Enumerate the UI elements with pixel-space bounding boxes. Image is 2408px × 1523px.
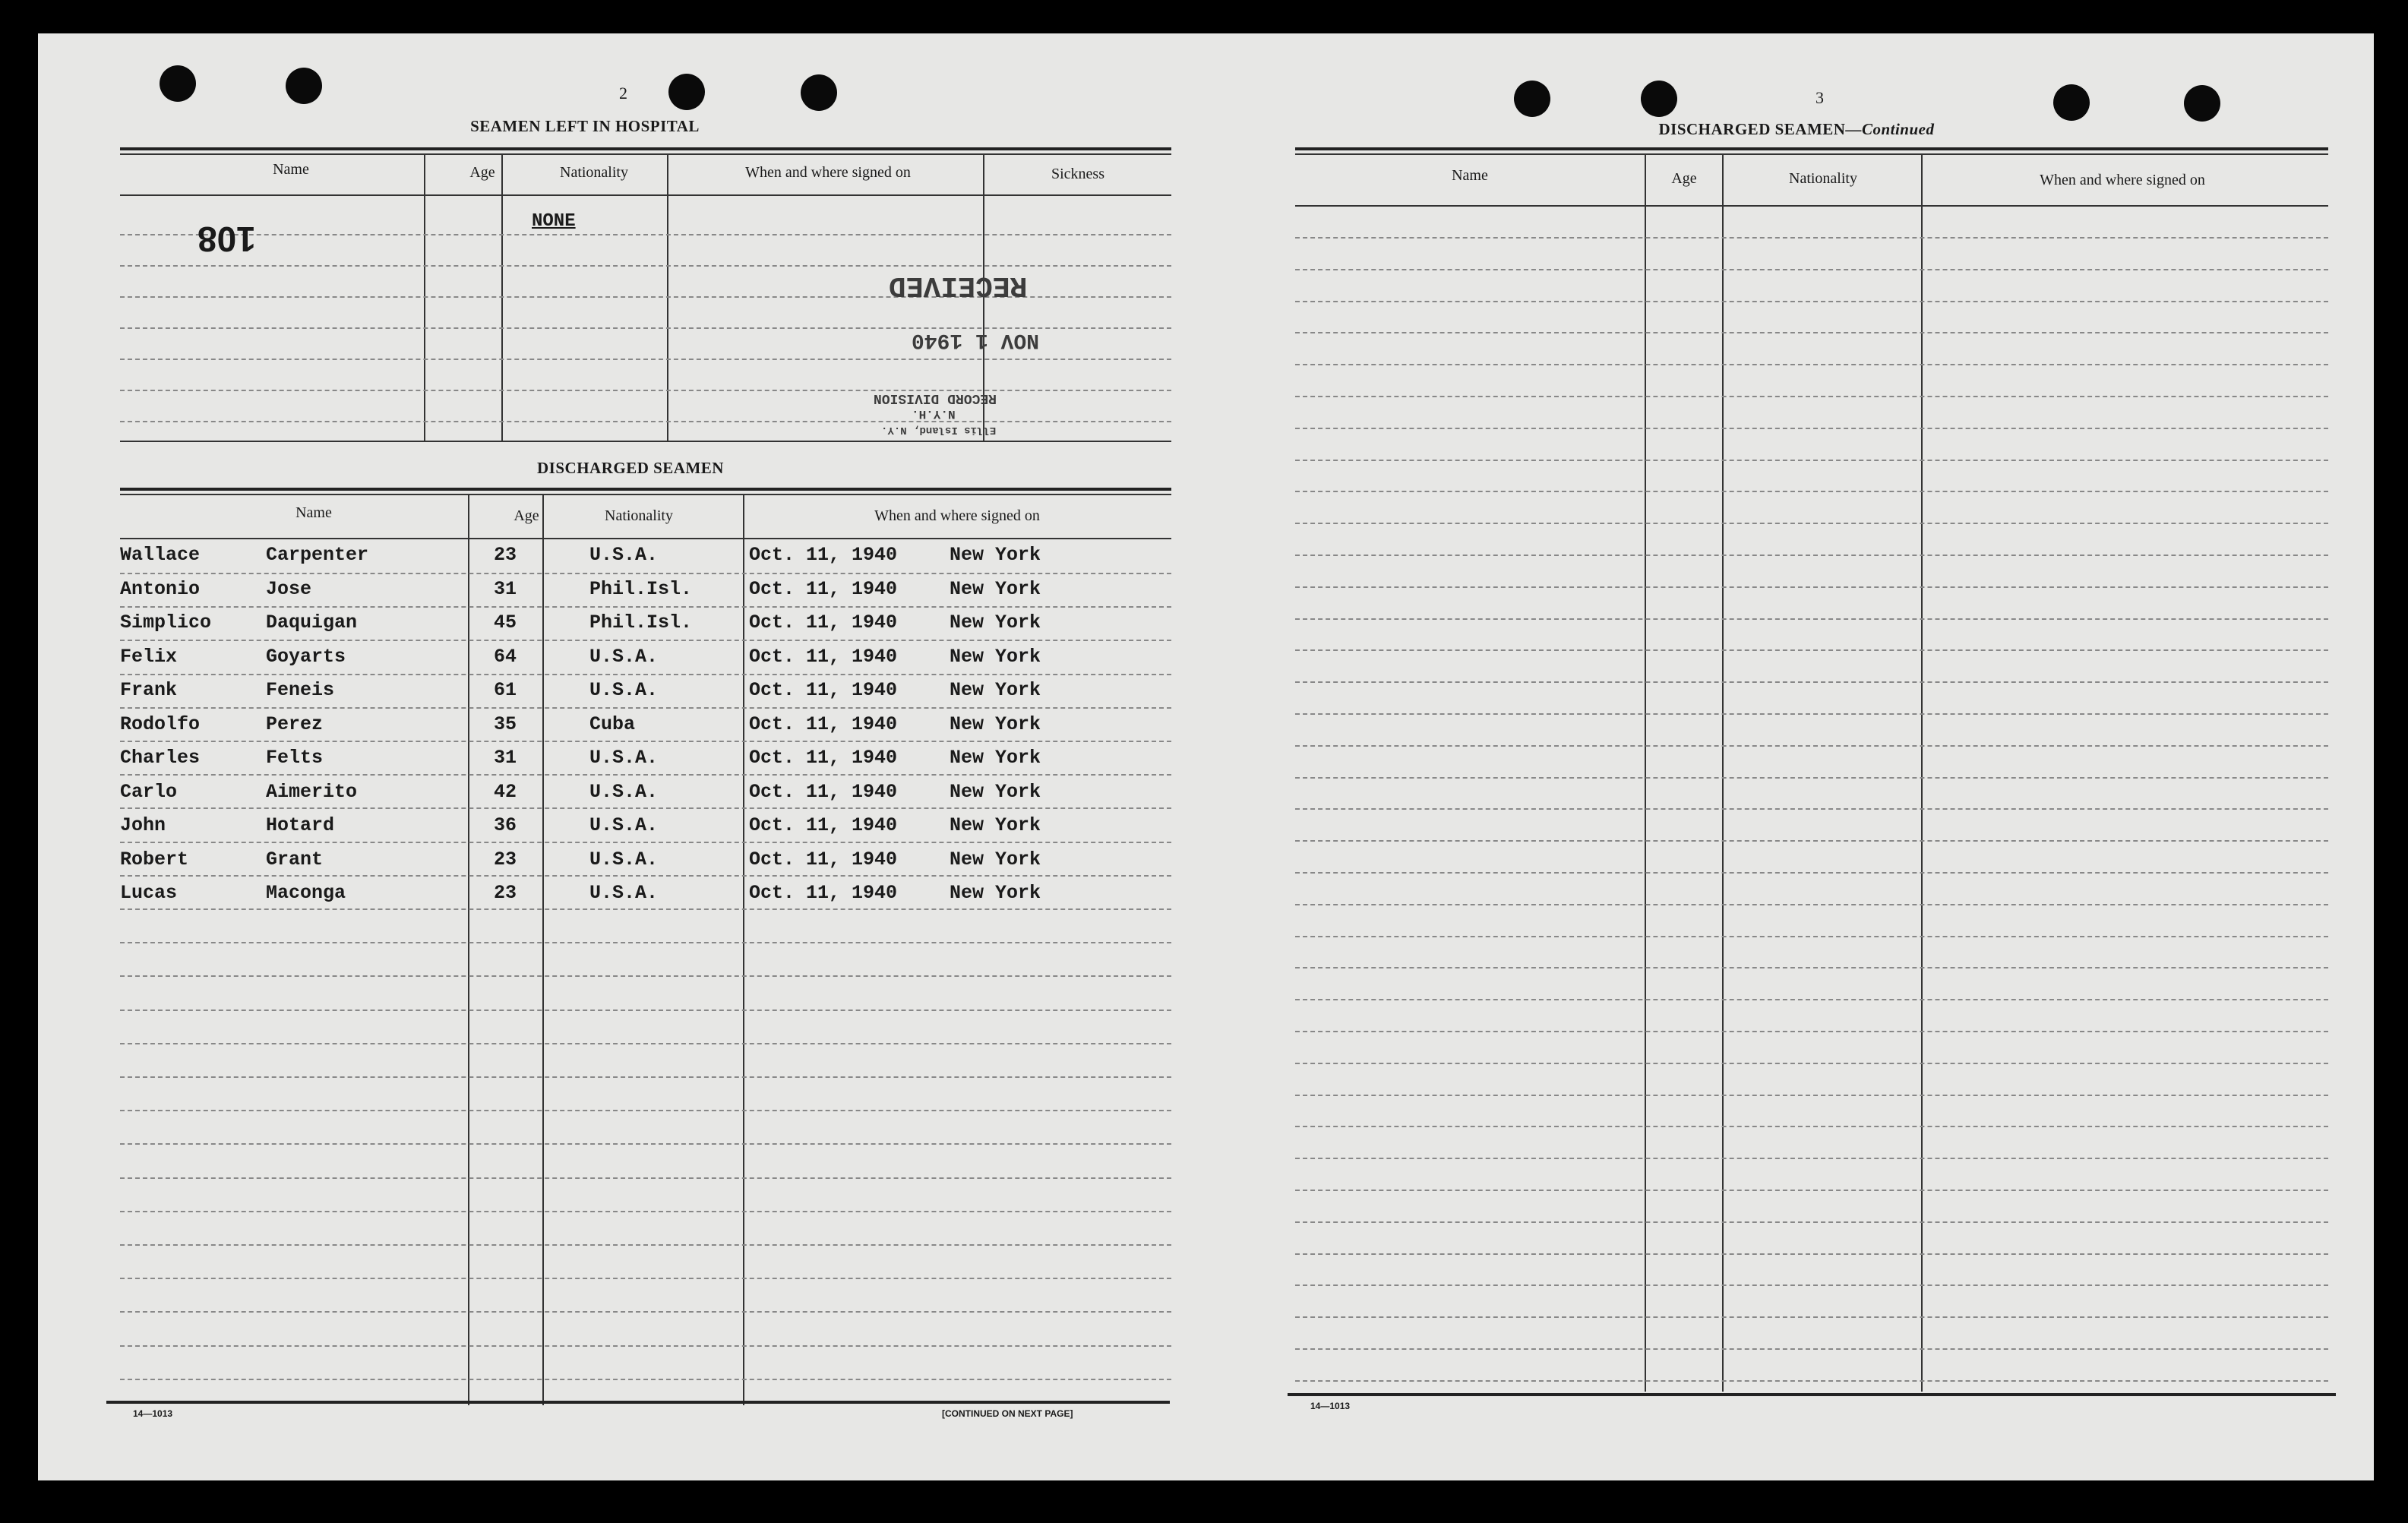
signed-on-place: New York: [950, 645, 1041, 668]
top-rule: [1295, 147, 2328, 150]
row-rule: [120, 1211, 1171, 1212]
signed-on-date: Oct. 11, 1940: [749, 679, 898, 701]
col-divider: [424, 153, 425, 442]
seaman-last-name: Aimerito: [266, 780, 358, 803]
row-rule: [1295, 840, 2328, 842]
punch-hole: [2184, 85, 2220, 122]
row-rule: [120, 674, 1171, 675]
row-rule: [120, 842, 1171, 843]
signed-on-date: Oct. 11, 1940: [749, 611, 898, 634]
row-rule: [120, 942, 1171, 943]
section-title: DISCHARGED SEAMEN: [1658, 120, 1846, 138]
row-rule: [1295, 1316, 2328, 1318]
seaman-nationality: Cuba: [589, 713, 636, 735]
seaman-first-name: Simplico: [120, 611, 212, 634]
handwritten-number: 108: [198, 220, 256, 259]
row-rule: [1295, 1253, 2328, 1255]
seaman-age: 42: [494, 780, 517, 803]
seaman-age: 64: [494, 645, 517, 668]
signed-on-date: Oct. 11, 1940: [749, 577, 898, 600]
col-signed-on-header: When and where signed on: [874, 507, 1040, 524]
row-rule: [1295, 1190, 2328, 1191]
signed-on-place: New York: [950, 577, 1041, 600]
col-divider: [501, 153, 503, 442]
signed-on-date: Oct. 11, 1940: [749, 780, 898, 803]
row-rule: [120, 640, 1171, 641]
row-rule: [120, 390, 1171, 391]
signed-on-date: Oct. 11, 1940: [749, 747, 898, 769]
row-rule: [120, 359, 1171, 360]
page-number: 2: [619, 84, 627, 103]
signed-on-date: Oct. 11, 1940: [749, 544, 898, 566]
seaman-age: 23: [494, 882, 517, 904]
row-rule: [120, 1043, 1171, 1044]
col-name-header: Name: [295, 504, 332, 521]
row-rule: [120, 265, 1171, 267]
seaman-first-name: Frank: [120, 679, 178, 701]
seaman-last-name: Jose: [266, 577, 312, 600]
col-divider: [667, 153, 668, 442]
seaman-first-name: Lucas: [120, 882, 178, 904]
seaman-nationality: U.S.A.: [589, 780, 659, 803]
row-rule: [1295, 999, 2328, 1000]
punch-hole: [801, 74, 837, 111]
row-rule: [1295, 808, 2328, 810]
col-nationality-header: Nationality: [605, 507, 673, 524]
seaman-age: 45: [494, 611, 517, 634]
row-rule: [1295, 1095, 2328, 1096]
row-rule: [120, 606, 1171, 608]
seaman-age: 23: [494, 848, 517, 871]
row-rule: [120, 741, 1171, 742]
hospital-entry: NONE: [532, 211, 576, 232]
top-rule: [1295, 153, 2328, 155]
row-rule: [1295, 301, 2328, 302]
seaman-last-name: Carpenter: [266, 544, 369, 566]
seaman-last-name: Maconga: [266, 882, 346, 904]
bottom-rule: [1288, 1393, 2336, 1396]
punch-hole: [286, 68, 322, 104]
row-rule: [1295, 967, 2328, 968]
col-divider: [743, 494, 744, 1405]
seaman-nationality: U.S.A.: [589, 814, 659, 836]
seaman-first-name: Carlo: [120, 780, 178, 803]
discharged-top-rule: [120, 494, 1171, 495]
row-rule: [1295, 1031, 2328, 1032]
row-rule: [120, 875, 1171, 877]
row-rule: [1295, 364, 2328, 365]
seaman-last-name: Goyarts: [266, 645, 346, 668]
seaman-age: 31: [494, 747, 517, 769]
form-number: 14—1013: [133, 1408, 173, 1419]
col-sickness-header: Sickness: [1051, 166, 1104, 182]
row-rule: [1295, 872, 2328, 874]
seaman-nationality: U.S.A.: [589, 679, 659, 701]
row-rule: [120, 975, 1171, 977]
row-rule: [120, 807, 1171, 809]
row-rule: [1295, 1380, 2328, 1382]
row-rule: [1295, 904, 2328, 905]
seaman-nationality: U.S.A.: [589, 848, 659, 871]
row-rule: [120, 1143, 1171, 1145]
row-rule: [120, 1345, 1171, 1347]
title-suffix: —Continued: [1845, 120, 1935, 138]
hospital-top-rule: [120, 153, 1171, 155]
hospital-section-title: SEAMEN LEFT IN HOSPITAL: [470, 117, 700, 135]
row-rule: [1295, 618, 2328, 620]
row-rule: [120, 774, 1171, 776]
seaman-nationality: Phil.Isl.: [589, 611, 693, 634]
left-page: 2 SEAMEN LEFT IN HOSPITAL Name Age Nationality When and where signed on Sickness NONE 108 RECEIVED NOV 1 1940 RECORD DIVISION N.Y.H. Ellis Island, N.Y. DISCHARGED SEAMEN Name Age Nationality When and where signed on Wallace Carpenter 23 U.S.A. Oct. 11, 1940 New York Antonio Jose 31 Phil.Isl. Oct. 11, 1940 New York Simplico Daquigan 45 Phil.Isl. Oct. 11, 1940 New York Felix Goyarts 64 U.S.A. Oct. 11, 1940 New York Frank Feneis 61 U.S.A. Oct. 11, 1940 New York Rodolfo Perez 35 Cuba Oct. 11, 1940 New York Charles Felts 31 U.S.A. Oct. 11, 1940 New York Carlo Aimerito 42 U.S.A. Oct. 11, 1940 New York John Hotard 36 U.S.A. Oct. 11, 1940 New York Robert Grant 23 U.S.A. Oct. 11, 1940 New York Lucas Maconga 23 U.S.A. Oct. 11, 1940 New York 14—1013 [CONTINUED ON NEXT PAGE]: [38, 33, 1204, 1480]
seaman-age: 61: [494, 679, 517, 701]
row-rule: [120, 707, 1171, 709]
seaman-last-name: Hotard: [266, 814, 335, 836]
col-nationality-header: Nationality: [560, 164, 628, 181]
col-divider: [468, 494, 469, 1405]
row-rule: [1295, 1158, 2328, 1159]
seaman-first-name: Robert: [120, 848, 189, 871]
seaman-first-name: Wallace: [120, 544, 201, 566]
signed-on-place: New York: [950, 848, 1041, 871]
col-divider: [542, 494, 544, 1405]
row-rule: [1295, 777, 2328, 779]
row-rule: [1295, 460, 2328, 461]
seaman-last-name: Grant: [266, 848, 324, 871]
col-signed-on-header: When and where signed on: [745, 164, 911, 181]
seaman-age: 36: [494, 814, 517, 836]
signed-on-place: New York: [950, 713, 1041, 735]
row-rule: [1295, 936, 2328, 937]
form-number: 14—1013: [1310, 1401, 1351, 1411]
row-rule: [120, 573, 1171, 574]
seaman-first-name: Felix: [120, 645, 178, 668]
seaman-first-name: Charles: [120, 747, 201, 769]
row-rule: [1295, 745, 2328, 747]
col-name-header: Name: [273, 161, 309, 178]
seaman-nationality: U.S.A.: [589, 645, 659, 668]
row-rule: [1295, 586, 2328, 588]
row-rule: [1295, 491, 2328, 492]
row-rule: [1295, 269, 2328, 270]
signed-on-date: Oct. 11, 1940: [749, 645, 898, 668]
discharged-section-title: DISCHARGED SEAMEN: [537, 459, 724, 477]
signed-on-place: New York: [950, 747, 1041, 769]
signed-on-place: New York: [950, 882, 1041, 904]
signed-on-place: New York: [950, 544, 1041, 566]
seaman-last-name: Perez: [266, 713, 324, 735]
row-rule: [1295, 237, 2328, 239]
seaman-age: 31: [494, 577, 517, 600]
row-rule: [1295, 649, 2328, 651]
seaman-nationality: U.S.A.: [589, 544, 659, 566]
row-rule: [1295, 1221, 2328, 1223]
signed-on-date: Oct. 11, 1940: [749, 713, 898, 735]
punch-hole: [160, 65, 196, 102]
col-age-header: Age: [514, 507, 539, 524]
row-rule: [1295, 681, 2328, 683]
row-rule: [120, 1244, 1171, 1246]
row-rule: [1295, 1284, 2328, 1286]
row-rule: [1295, 396, 2328, 397]
row-rule: [1295, 1063, 2328, 1064]
header-rule: [120, 538, 1171, 539]
seaman-first-name: Antonio: [120, 577, 201, 600]
page-number: 3: [1815, 88, 1824, 107]
row-rule: [120, 1278, 1171, 1279]
signed-on-place: New York: [950, 679, 1041, 701]
punch-hole: [2053, 84, 2090, 121]
signed-on-date: Oct. 11, 1940: [749, 814, 898, 836]
row-rule: [1295, 428, 2328, 429]
row-rule: [1295, 523, 2328, 524]
col-divider: [1921, 153, 1923, 1392]
signed-on-place: New York: [950, 611, 1041, 634]
punch-hole: [1514, 81, 1550, 117]
seaman-first-name: Rodolfo: [120, 713, 201, 735]
row-rule: [1295, 1348, 2328, 1350]
hospital-bottom-rule: [120, 441, 1171, 442]
row-rule: [120, 1010, 1171, 1011]
row-rule: [1295, 332, 2328, 333]
punch-hole: [668, 74, 705, 110]
seaman-last-name: Feneis: [266, 679, 335, 701]
header-rule: [120, 194, 1171, 196]
row-rule: [120, 1311, 1171, 1313]
discharged-top-rule: [120, 488, 1171, 491]
signed-on-place: New York: [950, 780, 1041, 803]
row-rule: [1295, 713, 2328, 715]
col-divider: [1722, 153, 1724, 1392]
seaman-nationality: U.S.A.: [589, 882, 659, 904]
bottom-rule: [106, 1401, 1170, 1404]
seaman-nationality: U.S.A.: [589, 747, 659, 769]
continued-note: [CONTINUED ON NEXT PAGE]: [942, 1408, 1073, 1419]
seaman-last-name: Felts: [266, 747, 324, 769]
row-rule: [120, 1110, 1171, 1111]
row-rule: [120, 1379, 1171, 1380]
row-rule: [1295, 1126, 2328, 1127]
row-rule: [120, 1076, 1171, 1078]
row-rule: [1295, 555, 2328, 556]
col-age-header: Age: [1671, 170, 1697, 187]
signed-on-date: Oct. 11, 1940: [749, 848, 898, 871]
row-rule: [120, 1177, 1171, 1179]
seaman-first-name: John: [120, 814, 166, 836]
col-nationality-header: Nationality: [1789, 170, 1857, 187]
row-rule: [120, 234, 1171, 235]
punch-hole: [1641, 81, 1677, 117]
row-rule: [120, 908, 1171, 910]
seaman-last-name: Daquigan: [266, 611, 358, 634]
col-divider: [1645, 153, 1646, 1392]
col-age-header: Age: [469, 164, 495, 181]
seaman-age: 23: [494, 544, 517, 566]
signed-on-place: New York: [950, 814, 1041, 836]
header-rule: [1295, 205, 2328, 207]
hospital-top-rule: [120, 147, 1171, 150]
continued-section-title: [1614, 120, 1979, 139]
seaman-age: 35: [494, 713, 517, 735]
col-name-header: Name: [1452, 167, 1488, 184]
signed-on-date: Oct. 11, 1940: [749, 882, 898, 904]
row-rule: [120, 421, 1171, 422]
col-signed-on-header: When and where signed on: [2040, 172, 2205, 188]
seaman-nationality: Phil.Isl.: [589, 577, 693, 600]
right-page: [1204, 33, 2374, 1480]
